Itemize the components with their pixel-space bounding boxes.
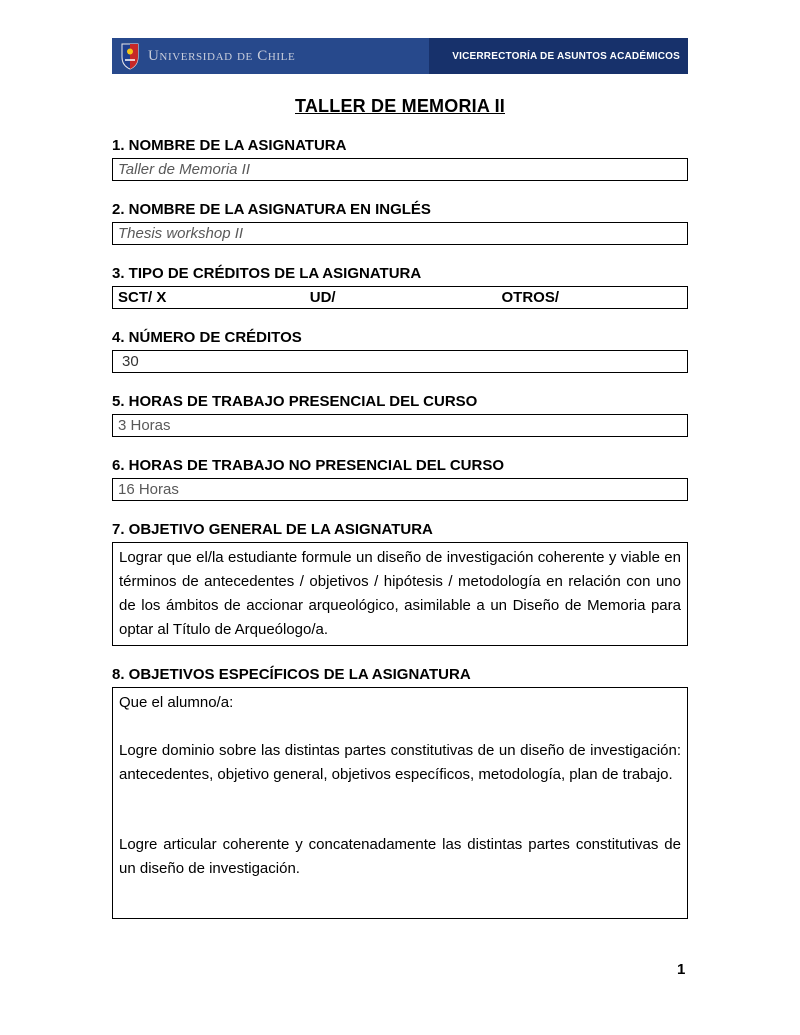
section-7-heading: 7. OBJETIVO GENERAL DE LA ASIGNATURA bbox=[112, 521, 433, 538]
field-nombre-asignatura: Taller de Memoria II bbox=[112, 158, 688, 181]
section-nombre-ingles bbox=[112, 201, 688, 245]
university-crest-icon bbox=[121, 43, 139, 70]
field-nombre-ingles: Thesis workshop II bbox=[112, 222, 688, 245]
section-tipo-creditos bbox=[112, 265, 688, 309]
credit-cell-ud: UD/ bbox=[309, 289, 336, 306]
field-objetivos-especificos bbox=[112, 687, 688, 919]
header-bar bbox=[112, 38, 688, 74]
section-1-heading: 1. NOMBRE DE LA ASIGNATURA bbox=[112, 137, 347, 154]
section-4-heading: 4. NÚMERO DE CRÉDITOS bbox=[112, 329, 302, 346]
section-5-heading: 5. HORAS DE TRABAJO PRESENCIAL DEL CURSO bbox=[112, 393, 478, 410]
credit-cell-otros: OTROS/ bbox=[501, 289, 560, 306]
section-8-heading: 8. OBJETIVOS ESPECÍFICOS DE LA ASIGNATURA bbox=[112, 666, 471, 683]
page-number: 1 bbox=[677, 961, 686, 978]
field-numero-creditos: 30 bbox=[112, 350, 688, 373]
document-title: TALLER DE MEMORIA II bbox=[295, 96, 505, 116]
document-content bbox=[112, 38, 688, 919]
section-3-heading: 3. TIPO DE CRÉDITOS DE LA ASIGNATURA bbox=[112, 265, 422, 282]
field-objetivo-general: Lograr que el/la estudiante formule un diseño de investigación coherente y viable en términos de antecedentes / objetivos / hipótesis / metodología en relación con uno de los ámbitos de accionar arqueológico, asimilable a un Diseño de Memoria para optar al Título de Arqueólogo/a. bbox=[112, 542, 688, 646]
header-right bbox=[429, 38, 688, 74]
section-objetivos-especificos bbox=[112, 666, 688, 919]
credit-cell-sct: SCT/ X bbox=[118, 289, 167, 306]
section-horas-presencial bbox=[112, 393, 688, 437]
objetivo-especifico-1: Logre dominio sobre las distintas partes constitutivas de un diseño de investigación: antecedentes, objetivo general, objetivos específicos, metodología, plan de trabajo. bbox=[119, 742, 681, 783]
objetivos-intro: Que el alumno/a: bbox=[119, 694, 234, 711]
department-name: VICERRECTORÍA DE ASUNTOS ACADÉMICOS bbox=[452, 50, 680, 62]
field-horas-no-presencial: 16 Horas bbox=[112, 478, 688, 501]
section-2-heading: 2. NOMBRE DE LA ASIGNATURA EN INGLÉS bbox=[112, 201, 431, 218]
section-horas-no-presencial bbox=[112, 457, 688, 501]
field-tipo-creditos bbox=[112, 286, 688, 309]
section-nombre-asignatura bbox=[112, 137, 688, 181]
section-objetivo-general bbox=[112, 521, 688, 646]
section-6-heading: 6. HORAS DE TRABAJO NO PRESENCIAL DEL CURSO bbox=[112, 457, 504, 474]
field-horas-presencial: 3 Horas bbox=[112, 414, 688, 437]
section-numero-creditos bbox=[112, 329, 688, 373]
header-left bbox=[112, 38, 429, 74]
objetivo-especifico-2: Logre articular coherente y concatenadamente las distintas partes constitutivas de un diseño de investigación. bbox=[119, 836, 681, 877]
university-name: Universidad de Chile bbox=[148, 47, 296, 64]
